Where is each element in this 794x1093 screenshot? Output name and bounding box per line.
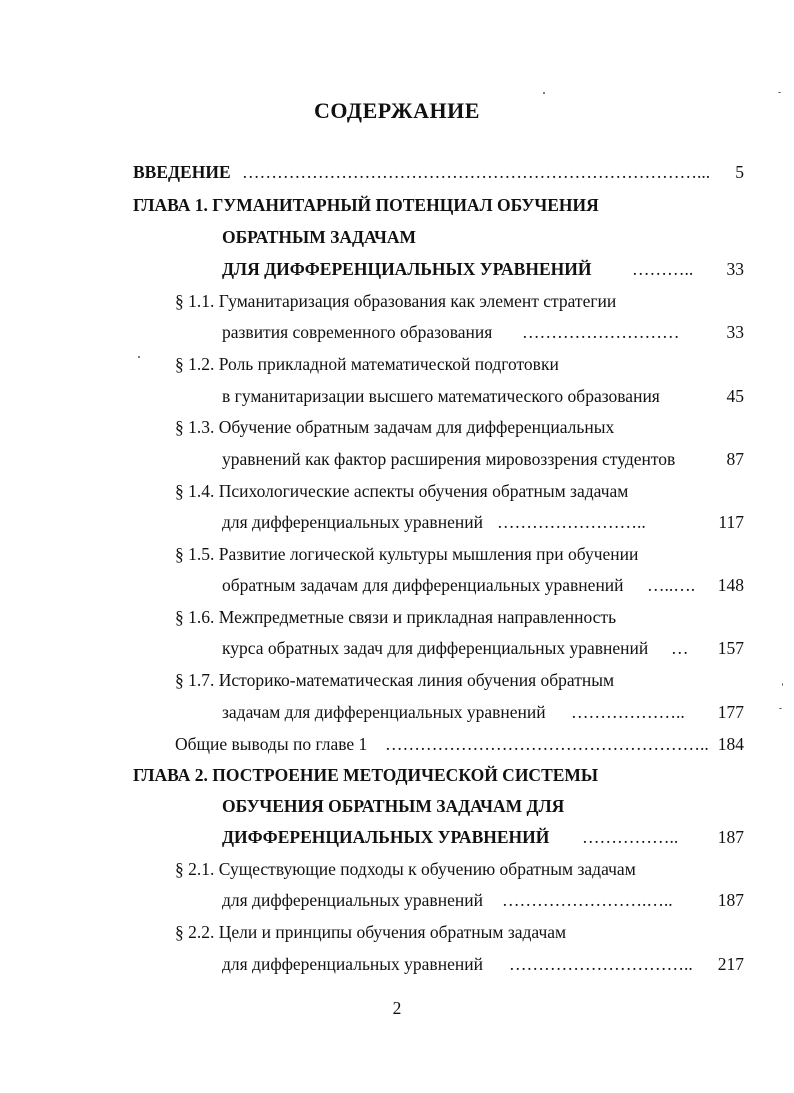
toc-chapter1-leader: ……….. (632, 259, 694, 279)
toc-section-1-7-line2: задачам для дифференциальных уравнений (222, 702, 546, 722)
scan-speck (778, 92, 781, 93)
toc-section-2-2-line1: § 2.2. Цели и принципы обучения обратным задачам (175, 922, 567, 942)
toc-section-1-7-page: 177 (717, 702, 744, 722)
toc-section-1-4-line2: для дифференциальных уравнений (222, 512, 483, 532)
toc-chapter1-summary-title: Общие выводы по главе 1 (175, 734, 368, 754)
toc-chapter1-page: 33 (726, 259, 744, 279)
toc-section-1-3-page: 87 (726, 449, 744, 469)
toc-chapter1-summary-leader: ……………………………………………….. (385, 734, 709, 754)
toc-chapter2-page: 187 (717, 827, 744, 847)
toc-section-2-2-line2: для дифференциальных уравнений (222, 954, 483, 974)
toc-chapter2-line3: ДИФФЕРЕНЦИАЛЬНЫХ УРАВНЕНИЙ (222, 827, 550, 847)
toc-chapter1-line1: ГЛАВА 1. ГУМАНИТАРНЫЙ ПОТЕНЦИАЛ ОБУЧЕНИЯ (133, 195, 599, 215)
toc-section-1-5-line2: обратным задачам для дифференциальных уравнений (222, 575, 624, 595)
toc-section-1-6-leader: … (671, 638, 689, 658)
toc-chapter1-line2: ОБРАТНЫМ ЗАДАЧАМ (222, 227, 416, 247)
toc-chapter2-line1: ГЛАВА 2. ПОСТРОЕНИЕ МЕТОДИЧЕСКОЙ СИСТЕМЫ (133, 765, 599, 785)
toc-section-1-6-page: 157 (717, 638, 744, 658)
toc-chapter2-line2: ОБУЧЕНИЯ ОБРАТНЫМ ЗАДАЧАМ ДЛЯ (222, 796, 565, 816)
toc-section-1-1-line1: § 1.1. Гуманитаризация образования как элемент стратегии (175, 291, 617, 311)
page-title: СОДЕРЖАНИЕ (314, 98, 480, 123)
toc-section-1-5-page: 148 (717, 575, 744, 595)
toc-section-2-2-leader: ………………………….. (509, 954, 693, 974)
toc-section-1-4-leader: …………………….. (497, 512, 646, 532)
toc-section-1-5-leader: …..…. (647, 575, 696, 595)
toc-section-1-4-line1: § 1.4. Психологические аспекты обучения обратным задачам (175, 481, 629, 501)
toc-section-2-1-line2: для дифференциальных уравнений (222, 890, 483, 910)
toc-section-1-1-page: 33 (726, 322, 744, 342)
toc-section-1-2-line1: § 1.2. Роль прикладной математической подготовки (175, 354, 559, 374)
toc-section-1-3-line1: § 1.3. Обучение обратным задачам для дифференциальных (175, 417, 615, 437)
toc-intro-title: ВВЕДЕНИЕ (133, 162, 231, 182)
toc-section-1-2-page: 45 (726, 386, 744, 406)
scan-speck (138, 356, 140, 358)
toc-intro-page: 5 (735, 162, 744, 182)
toc-section-1-1-line2: развития современного образования (222, 322, 493, 342)
toc-section-1-6-line1: § 1.6. Межпредметные связи и прикладная направленность (175, 607, 617, 627)
toc-section-1-7-line1: § 1.7. Историко-математическая линия обучения обратным (175, 670, 615, 690)
toc-chapter2-leader: …………….. (582, 827, 679, 847)
toc-section-2-2-page: 217 (717, 954, 744, 974)
toc-chapter1-line3: ДЛЯ ДИФФЕРЕНЦИАЛЬНЫХ УРАВНЕНИЙ (222, 259, 592, 279)
page-number: 2 (392, 998, 402, 1018)
toc-section-2-1-leader: …………………….….. (502, 890, 673, 910)
toc-section-1-1-leader: ……………………… (522, 322, 680, 342)
toc-section-1-3-line2: уравнений как фактор расширения мировоззрения студентов (222, 449, 676, 469)
toc-section-1-2-line2: в гуманитаризации высшего математического образования (222, 386, 660, 406)
toc-section-2-1-line1: § 2.1. Существующие подходы к обучению обратным задачам (175, 859, 636, 879)
toc-section-1-5-line1: § 1.5. Развитие логической культуры мышления при обучении (175, 544, 639, 564)
toc-section-1-7-leader: ……………….. (571, 702, 685, 722)
scan-speck (782, 683, 783, 686)
toc-section-2-1-page: 187 (717, 890, 744, 910)
toc-section-1-4-page: 117 (718, 512, 744, 532)
scan-speck (779, 708, 782, 709)
toc-intro-leader: ……………………………………………………………………... (242, 162, 711, 182)
toc-chapter1-summary-page: 184 (717, 734, 744, 754)
toc-section-1-6-line2: курса обратных задач для дифференциальных уравнений (222, 638, 649, 658)
scan-speck (543, 92, 545, 94)
